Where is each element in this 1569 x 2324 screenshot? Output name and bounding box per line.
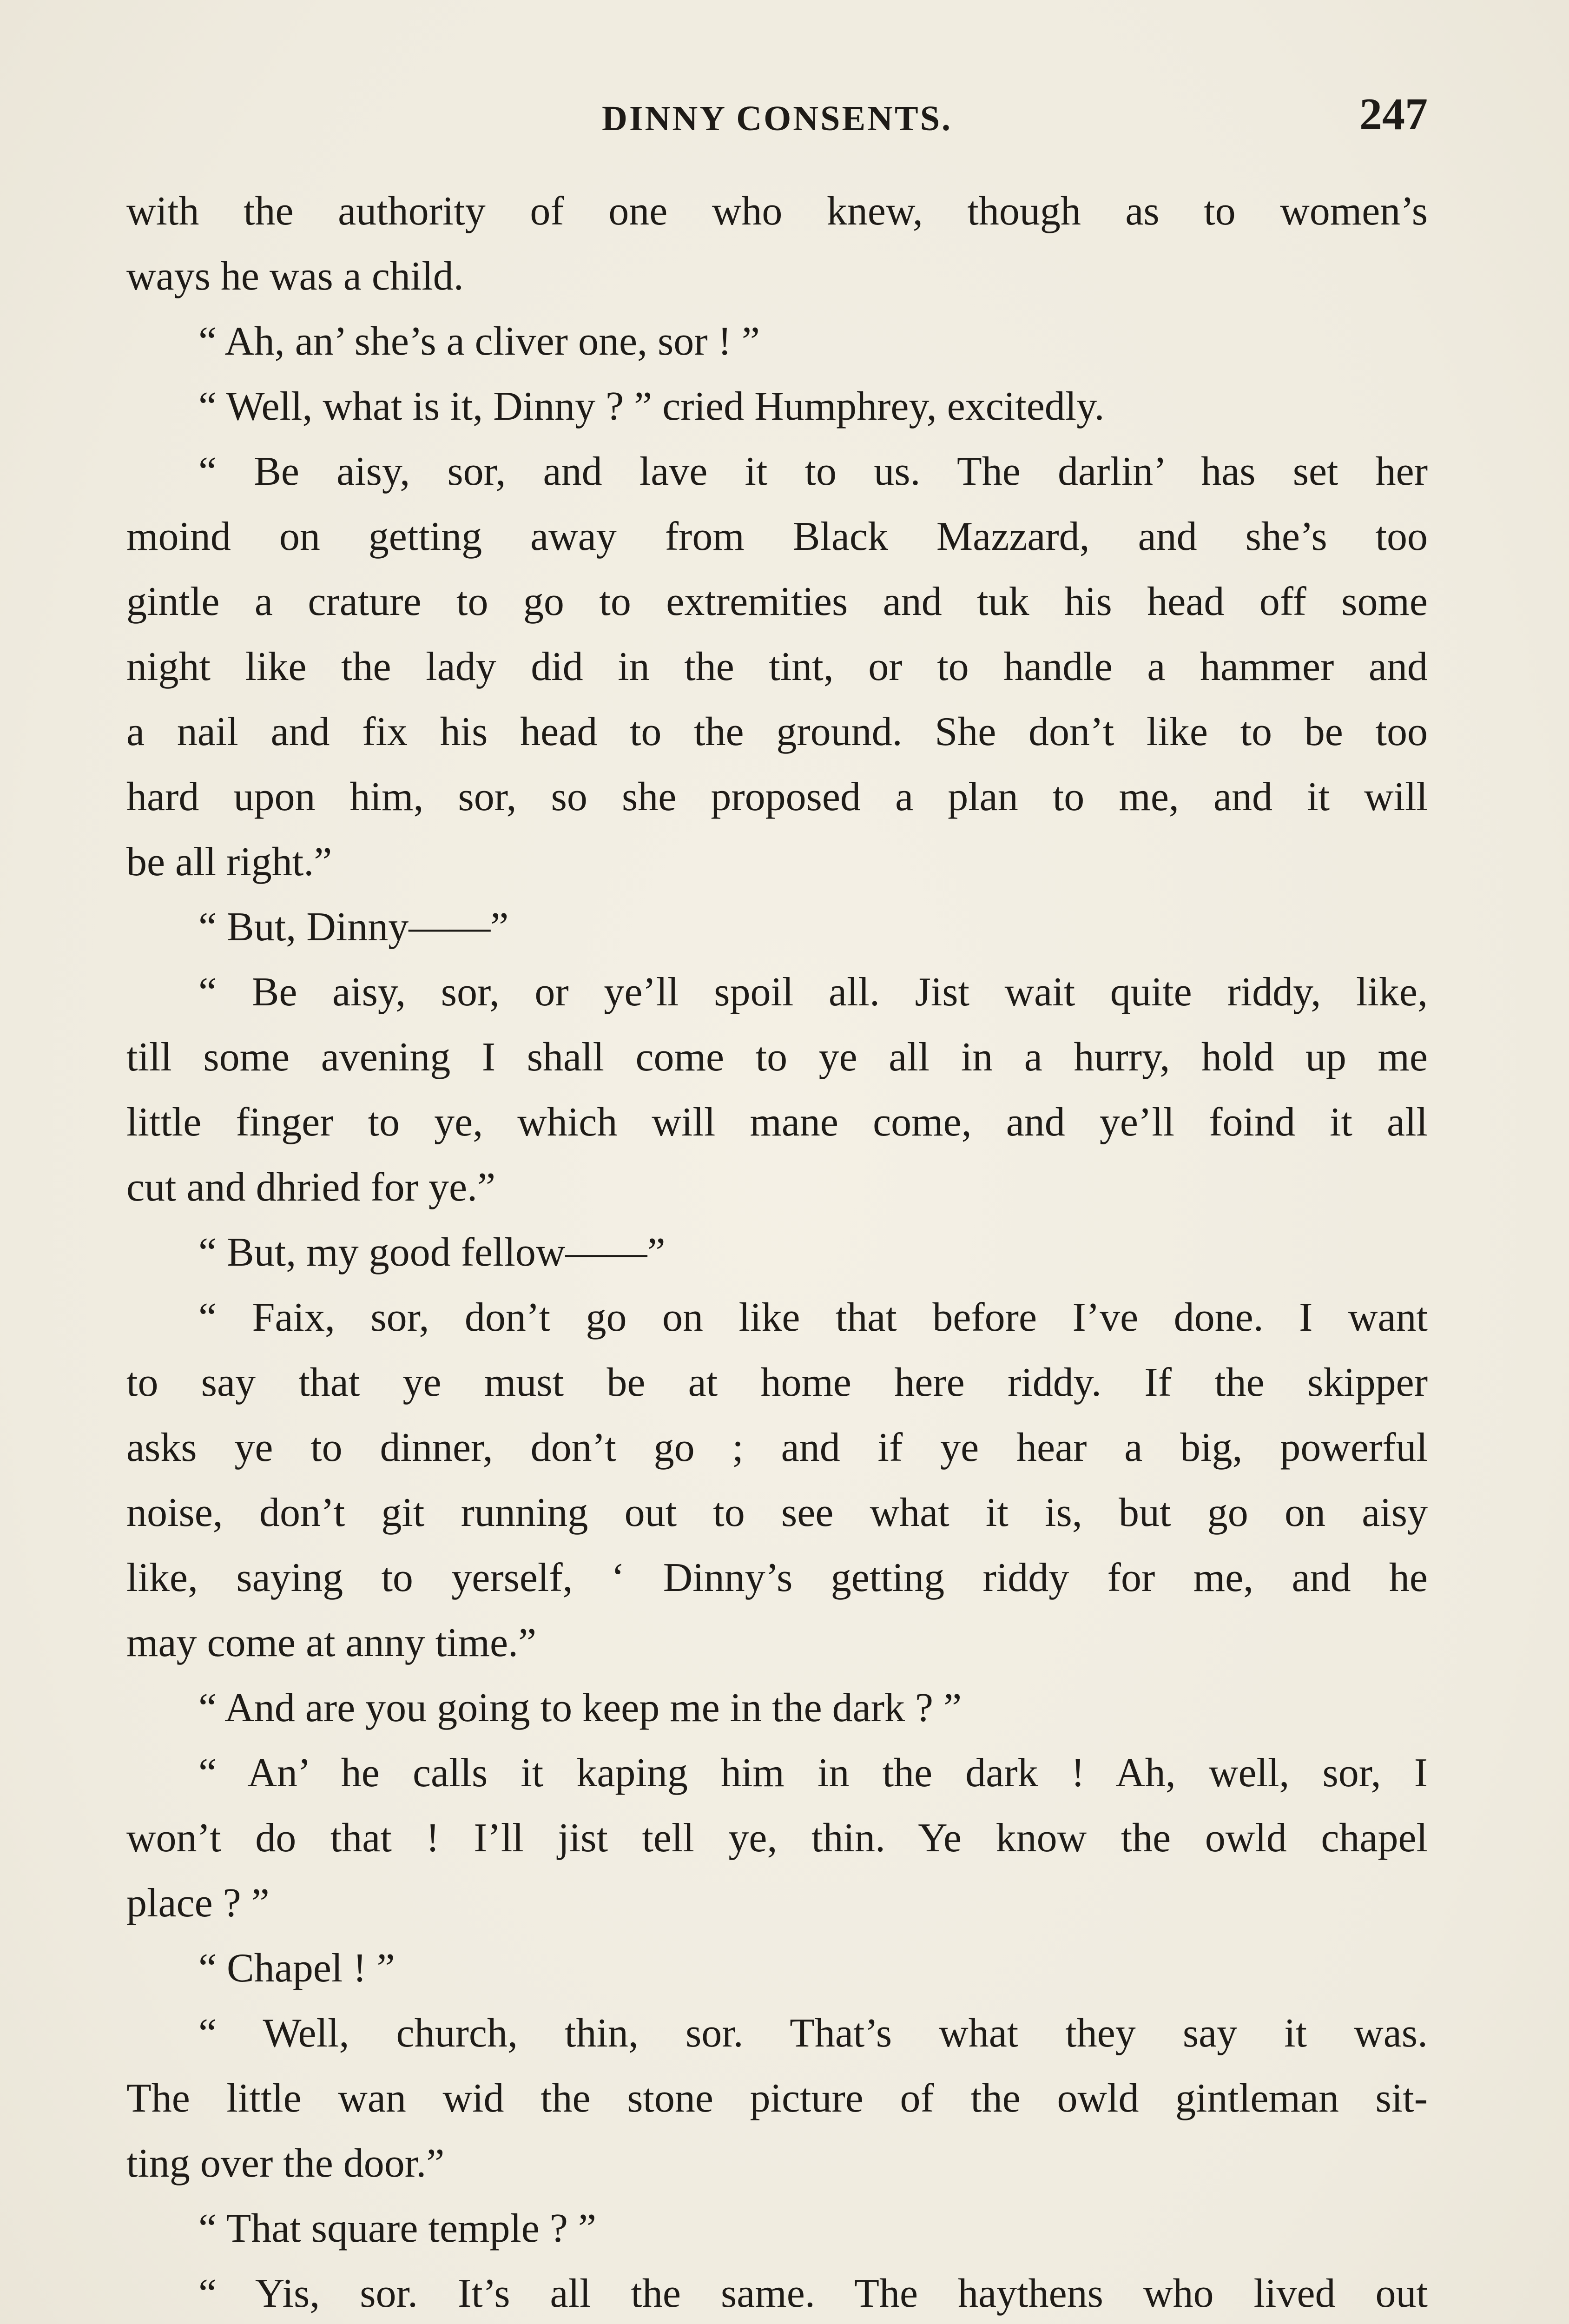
text-line: “ That square temple ? ”: [198, 2206, 596, 2251]
text-line: may come at anny time.”: [126, 1620, 537, 1665]
text-line: moind on getting away from Black Mazzard, and she’s too: [126, 514, 1428, 559]
text-line: “ Yis, sor. It’s all the same. The haythens who lived out: [198, 2271, 1428, 2316]
text-line: ting over the door.”: [126, 2141, 445, 2186]
text-line: be all right.”: [126, 839, 332, 885]
text-line: place ? ”: [126, 1881, 270, 1926]
text-line: “ An’ he calls it kaping him in the dark ! Ah, well, sor, I: [198, 1750, 1428, 1796]
text-line: till some avening I shall come to ye all in a hurry, hold up me: [126, 1035, 1428, 1080]
text-line: little finger to ye, which will mane come, and ye’ll foind it all: [126, 1100, 1428, 1145]
body-text: [126, 179, 1428, 2324]
page-number: 247: [1359, 89, 1428, 139]
text-line: “ But, my good fellow——”: [198, 1230, 666, 1275]
running-head: [126, 88, 1428, 158]
text-line: “ Be aisy, sor, or ye’ll spoil all. Jist wait quite riddy, like,: [198, 970, 1428, 1015]
text-line: The little wan wid the stone picture of the owld gintleman sit-: [126, 2076, 1428, 2121]
text-line: won’t do that ! I’ll jist tell ye, thin. Ye know the owld chapel: [126, 1816, 1428, 1861]
text-line: cut and dhried for ye.”: [126, 1165, 496, 1210]
text-line: gintle a crature to go to extremities and tuk his head off some: [126, 579, 1428, 624]
text-line: “ Well, what is it, Dinny ? ” cried Humphrey, excitedly.: [198, 384, 1105, 429]
text-line: “ But, Dinny——”: [198, 905, 509, 950]
text-line: “ Faix, sor, don’t go on like that before I’ve done. I want: [198, 1295, 1428, 1340]
running-title: DINNY CONSENTS.: [602, 99, 952, 138]
text-line: ways he was a child.: [126, 254, 464, 299]
text-line: “ Ah, an’ she’s a cliver one, sor ! ”: [198, 319, 760, 364]
text-line: “ Well, church, thin, sor. That’s what they say it was.: [198, 2011, 1428, 2056]
text-line: hard upon him, sor, so she proposed a plan to me, and it will: [126, 774, 1428, 819]
text-line: “ And are you going to keep me in the dark ? ”: [198, 1685, 962, 1730]
text-line: night like the lady did in the tint, or to handle a hammer and: [126, 644, 1428, 689]
text-line: asks ye to dinner, don’t go ; and if ye hear a big, powerful: [126, 1425, 1428, 1470]
text-line: a nail and fix his head to the ground. She don’t like to be too: [126, 709, 1428, 754]
text-line: “ Chapel ! ”: [198, 1946, 395, 1991]
text-line: with the authority of one who knew, though as to women’s: [126, 189, 1428, 234]
text-line: “ Be aisy, sor, and lave it to us. The darlin’ has set her: [198, 449, 1428, 494]
text-line: to say that ye must be at home here riddy. If the skipper: [126, 1360, 1428, 1405]
text-line: noise, don’t git running out to see what it is, but go on aisy: [126, 1490, 1428, 1535]
text-line: like, saying to yerself, ‘ Dinny’s getting riddy for me, and he: [126, 1555, 1428, 1600]
